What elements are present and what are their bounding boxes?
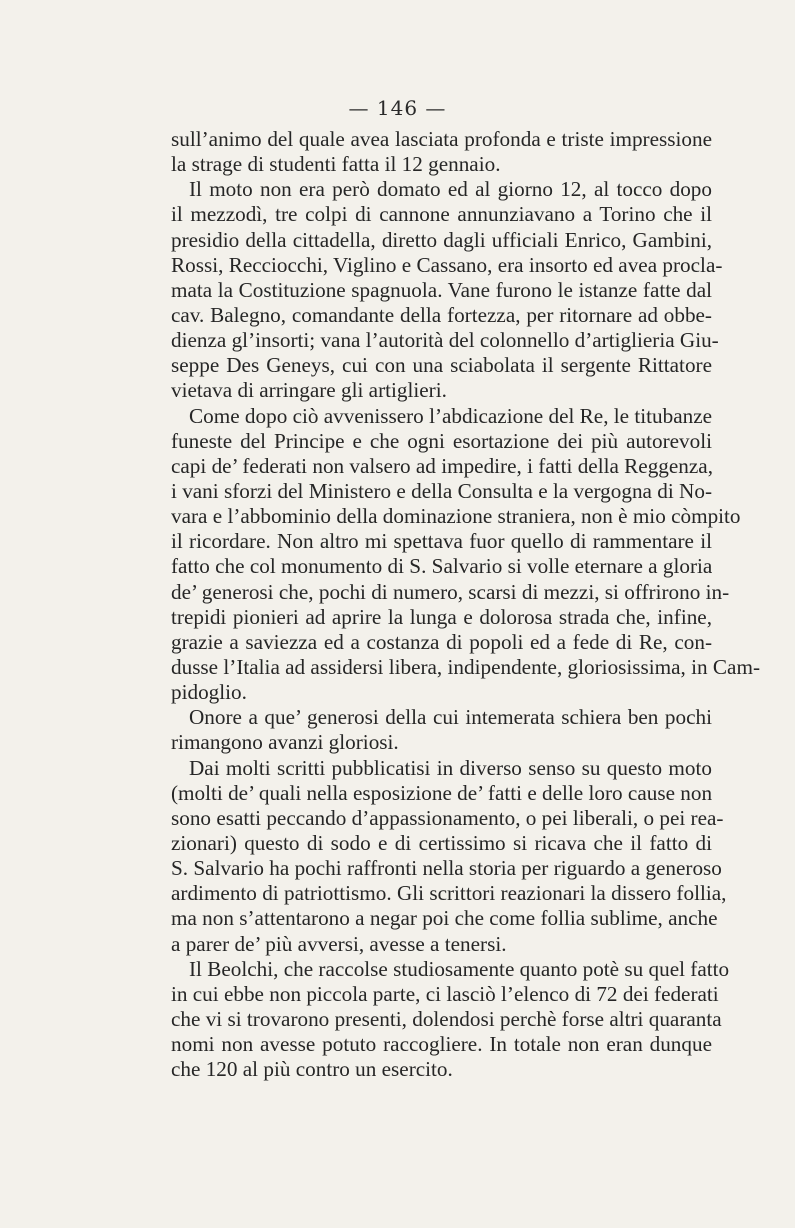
text-line: fatto che col monumento di S. Salvario si volle eternare a gloria	[171, 554, 713, 579]
text-line: il mezzodì, tre colpi di cannone annunziavano a Torino che il	[171, 202, 712, 227]
text-line: (molti de’ quali nella esposizione de’ fatti e delle loro cause non	[171, 780, 713, 805]
text-line: de’ generosi che, pochi di numero, scarsi di mezzi, si offrirono in-	[171, 579, 730, 604]
text-line: vietava di arringare gli artiglieri.	[171, 378, 447, 403]
text-line: grazie a saviezza ed a costanza di popoli ed a fede di Re, con-	[171, 629, 712, 654]
text-line: dusse l’Italia ad assidersi libera, indipendente, gloriosissima, in Cam-	[171, 654, 760, 679]
text-line: trepidi pionieri ad aprire la lunga e dolorosa strada che, infine,	[171, 604, 712, 629]
text-line: presidio della cittadella, diretto dagli ufficiali Enrico, Gambini,	[171, 227, 712, 252]
page-number: — 146 —	[348, 96, 447, 120]
text-line: rimangono avanzi gloriosi.	[171, 730, 399, 755]
body-text	[171, 127, 760, 1082]
text-line: la strage di studenti fatta il 12 gennaio.	[171, 152, 501, 177]
text-line: funeste del Principe e che ogni esortazione dei più autorevoli	[171, 428, 712, 453]
text-line: che 120 al più contro un esercito.	[171, 1057, 453, 1082]
text-line: Il moto non era però domato ed al giorno 12, al tocco dopo	[189, 177, 712, 202]
text-line: Rossi, Recciocchi, Viglino e Cassano, era insorto ed avea procla-	[171, 252, 723, 277]
text-line: capi de’ federati non valsero ad impedire, i fatti della Reggenza,	[171, 453, 713, 478]
text-line: Come dopo ciò avvenissero l’abdicazione del Re, le titubanze	[189, 403, 713, 428]
text-line: mata la Costituzione spagnuola. Vane furono le istanze fatte dal	[171, 277, 712, 302]
text-line: ma non s’attentarono a negar poi che come follia sublime, anche	[171, 906, 718, 931]
text-line: pidoglio.	[171, 680, 247, 705]
text-line: S. Salvario ha pochi raffronti nella storia per riguardo a generoso	[171, 856, 722, 881]
text-line: zionari) questo di sodo e di certissimo si ricava che il fatto di	[171, 830, 712, 855]
text-line: Dai molti scritti pubblicatisi in diverso senso su questo moto	[189, 755, 712, 780]
text-line: in cui ebbe non piccola parte, ci lasciò l’elenco di 72 dei federati	[171, 981, 719, 1006]
text-line: Onore a que’ generosi della cui intemerata schiera ben pochi	[189, 705, 712, 730]
text-line: nomi non avesse potuto raccogliere. In totale non eran dunque	[171, 1032, 712, 1057]
text-line: dienza gl’insorti; vana l’autorità del colonnello d’artiglieria Giu-	[171, 328, 719, 353]
text-line: Il Beolchi, che raccolse studiosamente quanto potè su quel fatto	[189, 956, 730, 981]
text-line: seppe Des Geneys, cui con una sciabolata il sergente Rittatore	[171, 353, 712, 378]
text-line: a parer de’ più avversi, avesse a tenersi.	[171, 931, 507, 956]
text-line: sull’animo del quale avea lasciata profonda e triste impressione	[171, 127, 712, 151]
text-line: cav. Balegno, comandante della fortezza, per ritornare ad obbe-	[171, 302, 712, 327]
text-line: i vani sforzi del Ministero e della Consulta e la vergogna di No-	[171, 478, 712, 503]
text-line: ardimento di patriottismo. Gli scrittori reazionari la dissero follia,	[171, 881, 727, 906]
text-line: sono esatti peccando d’appassionamento, o pei liberali, o pei rea-	[171, 805, 724, 830]
text-line: il ricordare. Non altro mi spettava fuor quello di rammentare il	[171, 529, 712, 554]
text-line: che vi si trovarono presenti, dolendosi perchè forse altri quaranta	[171, 1006, 722, 1031]
text-line: vara e l’abbominio della dominazione straniera, non è mio còmpito	[171, 504, 741, 529]
